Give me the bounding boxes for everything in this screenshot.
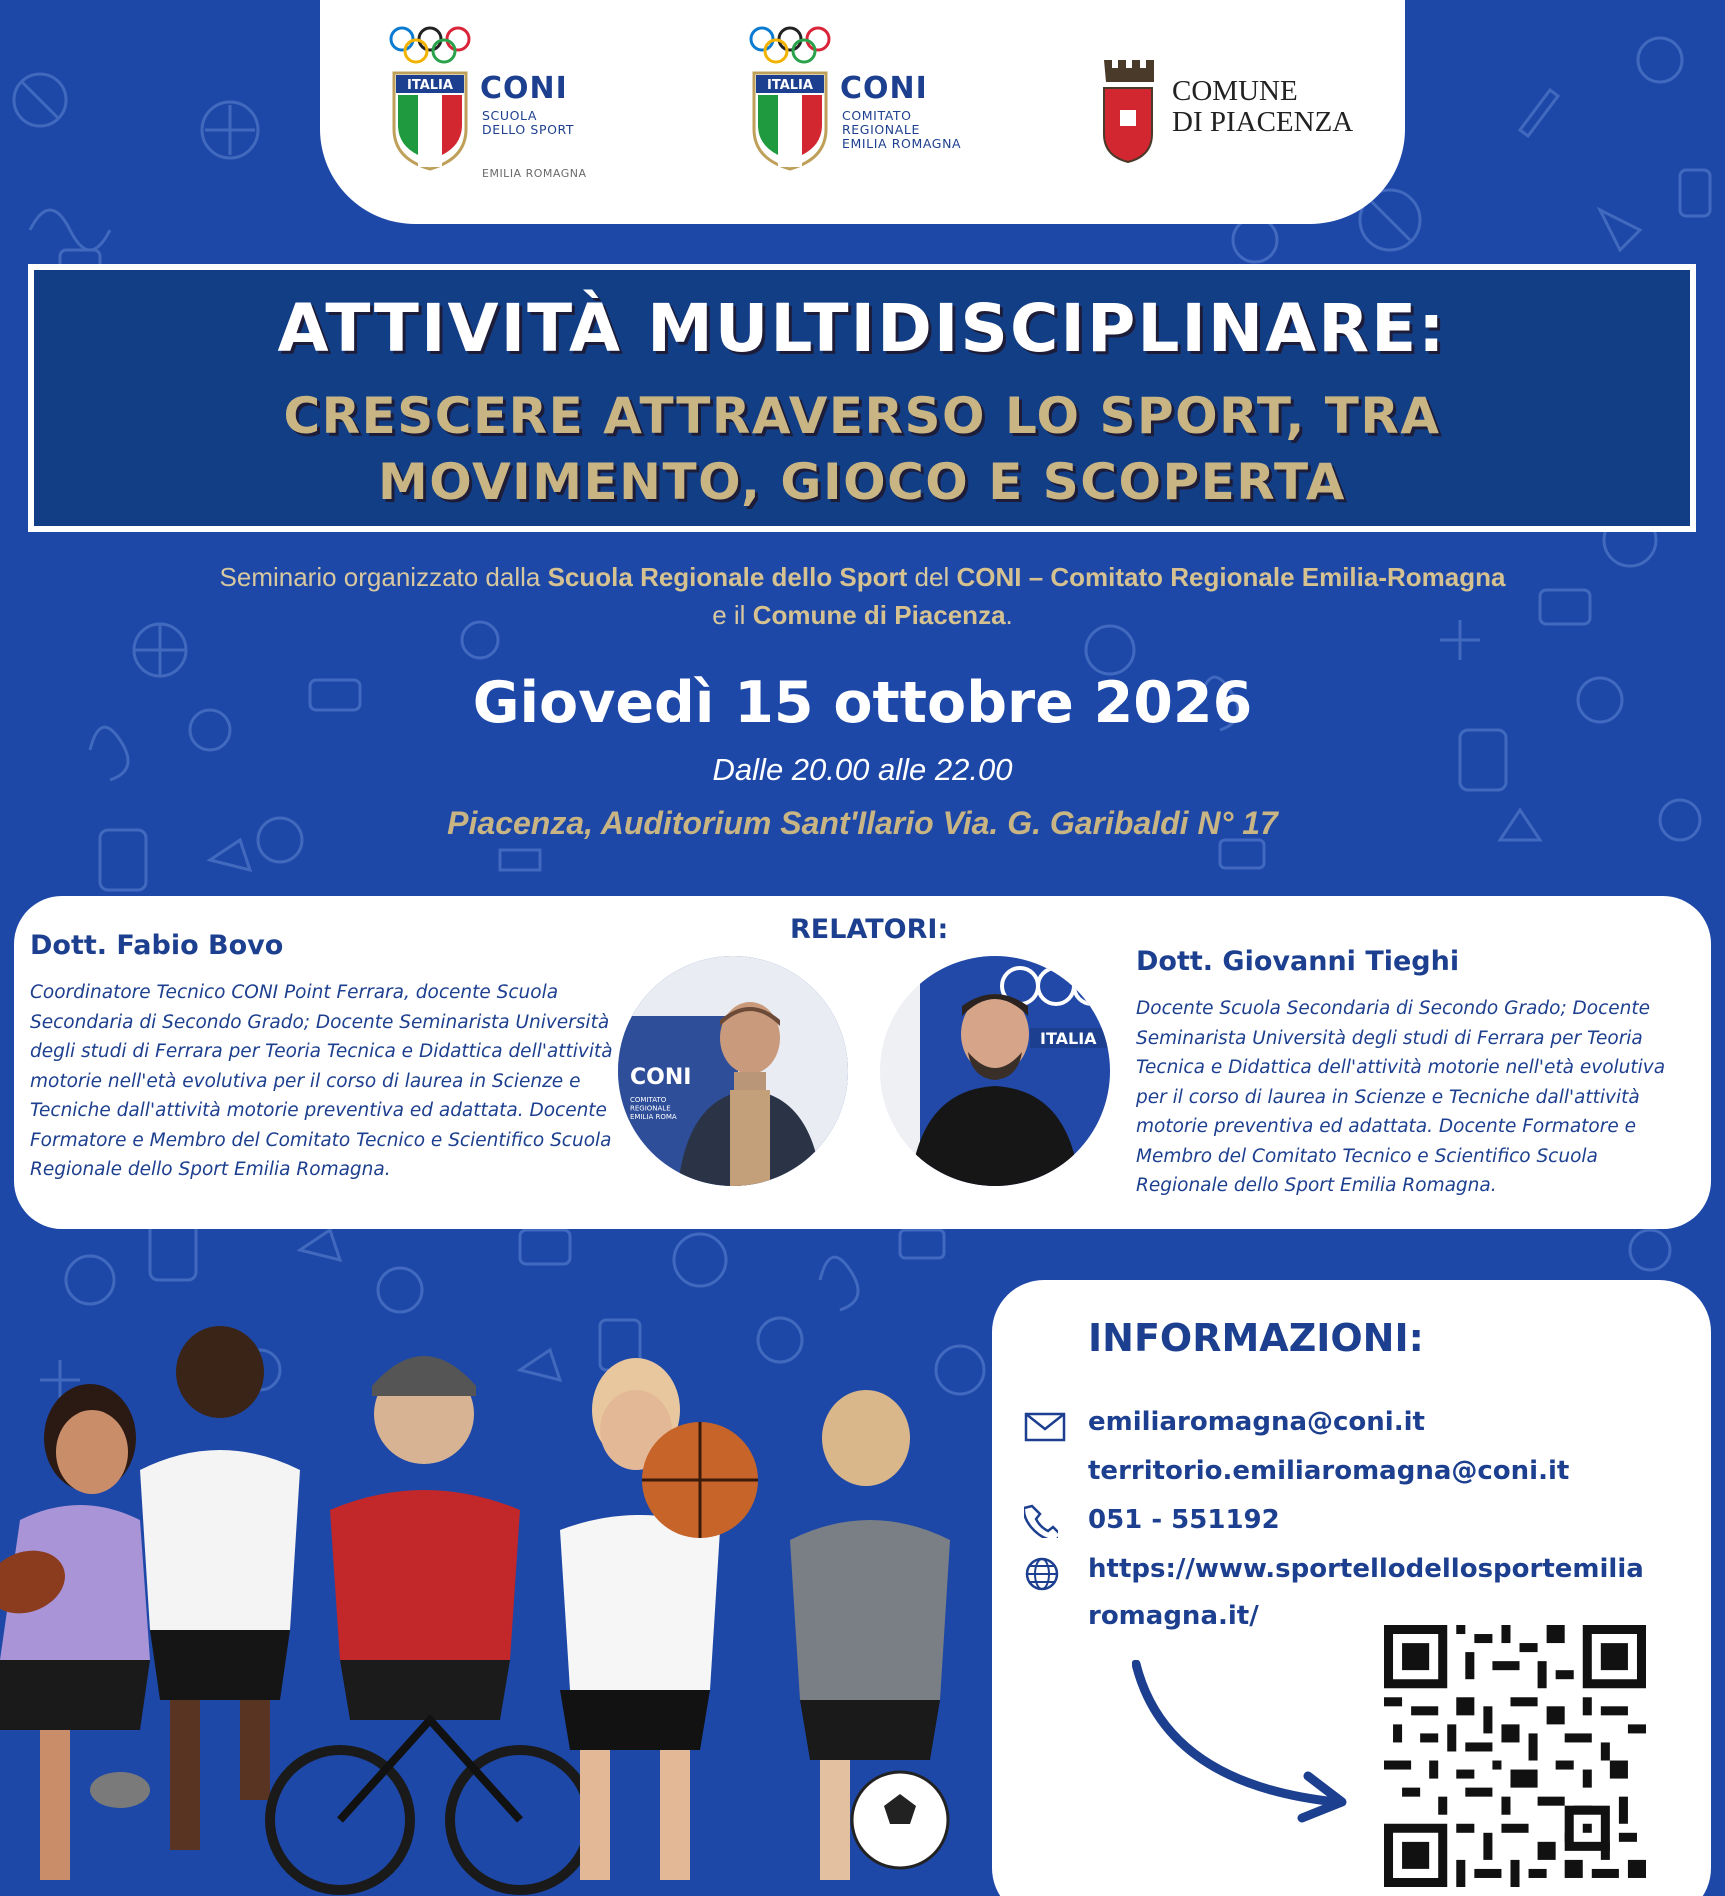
backdrop-coni-word: CONI	[630, 1065, 692, 1090]
seminar-text: .	[1005, 600, 1013, 630]
boy-on-bicycle	[270, 1356, 590, 1890]
seminar-text: e il	[712, 600, 753, 630]
qr-code[interactable]	[1382, 1625, 1648, 1887]
coni-sub: SCUOLA DELLO SPORT	[482, 108, 575, 137]
website-link-line2: romagna.it/	[1088, 1601, 1259, 1631]
comune-piacenza-logo	[1100, 56, 1390, 176]
speaker-right-bio: Docente Scuola Secondaria di Secondo Grado; Docente Seminarista Università degli studi di Ferrara per Teoria Tecnica e Didattica dell'attività motorie nell'età evolutiva per il corso di laurea in Scienze e Tecniche dall'attività motorie preventiva ed adattata. Docente Formatore e Membro del Comitato Tecnico e Scientifico Scuola Regionale dello Sport Emilia Romagna.	[1136, 998, 1666, 1196]
title-subtitle	[34, 383, 1690, 515]
italia-badge-text: ITALIA	[767, 78, 813, 93]
seminar-org: Comune di Piacenza	[752, 600, 1006, 630]
coni-sub: COMITATO REGIONALE EMILIA ROMAGNA	[842, 108, 962, 151]
title-subtitle-line1: CRESCERE ATTRAVERSO LO SPORT, TRA	[283, 387, 1441, 445]
olympic-rings-icon	[388, 25, 472, 65]
event-date: Giovedì 15 ottobre 2026	[472, 670, 1253, 736]
phone-icon	[1024, 1504, 1058, 1538]
olympic-rings-icon	[748, 25, 832, 65]
boy-with-soccer-ball	[790, 1390, 950, 1880]
info-heading: INFORMAZIONI:	[1088, 1316, 1424, 1360]
event-place: Piacenza, Auditorium Sant'Ilario Via. G. Garibaldi N° 17	[447, 805, 1278, 841]
email-link-territorio[interactable]: territorio.emiliaromagna@coni.it	[1088, 1456, 1570, 1486]
speaker-left-photo	[618, 956, 848, 1186]
girl-with-basketball	[560, 1358, 758, 1880]
speaker-right-portrait	[880, 956, 1110, 1186]
event-time: Dalle 20.00 alle 22.00	[712, 752, 1013, 787]
coni-school-logo	[386, 25, 616, 185]
speakers-card	[14, 896, 1711, 1229]
coni-word: CONI	[840, 71, 928, 106]
coni-committee-logo	[746, 25, 986, 185]
website-link-line1: https://www.sportellodellosportemilia	[1088, 1554, 1644, 1584]
coni-word: CONI	[480, 71, 568, 106]
globe-icon	[1024, 1556, 1060, 1592]
seminar-text: Seminario organizzato dalla	[219, 562, 548, 592]
speaker-left-bio: Coordinatore Tecnico CONI Point Ferrara, docente Scuola Secondaria di Secondo Grado; Docente Seminarista Università degli studi di Ferrara per Teoria Tecnica e Didattica dell'attività motorie nell'età evolutiva per il corso di laurea in Scienze e Tecniche dall'attività motorie preventiva ed adattata. Docente Formatore e Membro del Comitato Tecnico e Scientifico Scuola Regionale dello Sport Emilia Romagna.	[30, 982, 613, 1180]
seminar-text: del	[907, 562, 957, 592]
italia-shield-icon	[392, 71, 468, 171]
seminar-text-line1	[0, 559, 1725, 595]
email-link[interactable]: emiliaromagna@coni.it	[1088, 1407, 1425, 1437]
website-link[interactable]	[1088, 1554, 1644, 1631]
speaker-left-portrait	[618, 956, 848, 1186]
title-subtitle-line2: MOVIMENTO, GIOCO E SCOPERTA	[378, 453, 1346, 511]
logo-header	[320, 0, 1405, 224]
speaker-left-name: Dott. Fabio Bovo	[30, 930, 284, 961]
info-card	[992, 1280, 1711, 1896]
italia-badge-text: ITALIA	[407, 78, 453, 93]
backdrop-italia-word: ITALIA	[1040, 1029, 1097, 1048]
coni-region: EMILIA ROMAGNA	[482, 167, 587, 180]
speakers-heading: RELATORI:	[790, 914, 949, 945]
phone-link[interactable]: 051 - 551192	[1088, 1505, 1280, 1535]
title-box	[28, 264, 1696, 532]
seminar-org: Scuola Regionale dello Sport	[547, 562, 908, 592]
backdrop-coni-sub: COMITATO REGIONALE EMILIA ROMA	[630, 1096, 677, 1121]
seminar-org: CONI – Comitato Regionale Emilia-Romagna	[956, 562, 1506, 592]
seminar-text-line2	[0, 597, 1725, 633]
curved-arrow-icon	[1132, 1660, 1362, 1830]
piacenza-coat-of-arms-icon	[1100, 56, 1156, 164]
children-playing-sports-image	[0, 1320, 1040, 1896]
comune-text: COMUNE DI PIACENZA	[1172, 75, 1354, 138]
mail-icon	[1024, 1412, 1066, 1442]
title-main: ATTIVITÀ MULTIDISCIPLINARE:	[277, 290, 1447, 367]
italia-shield-icon	[752, 71, 828, 171]
speaker-right-photo	[880, 956, 1110, 1186]
speaker-right-name: Dott. Giovanni Tieghi	[1136, 946, 1460, 977]
